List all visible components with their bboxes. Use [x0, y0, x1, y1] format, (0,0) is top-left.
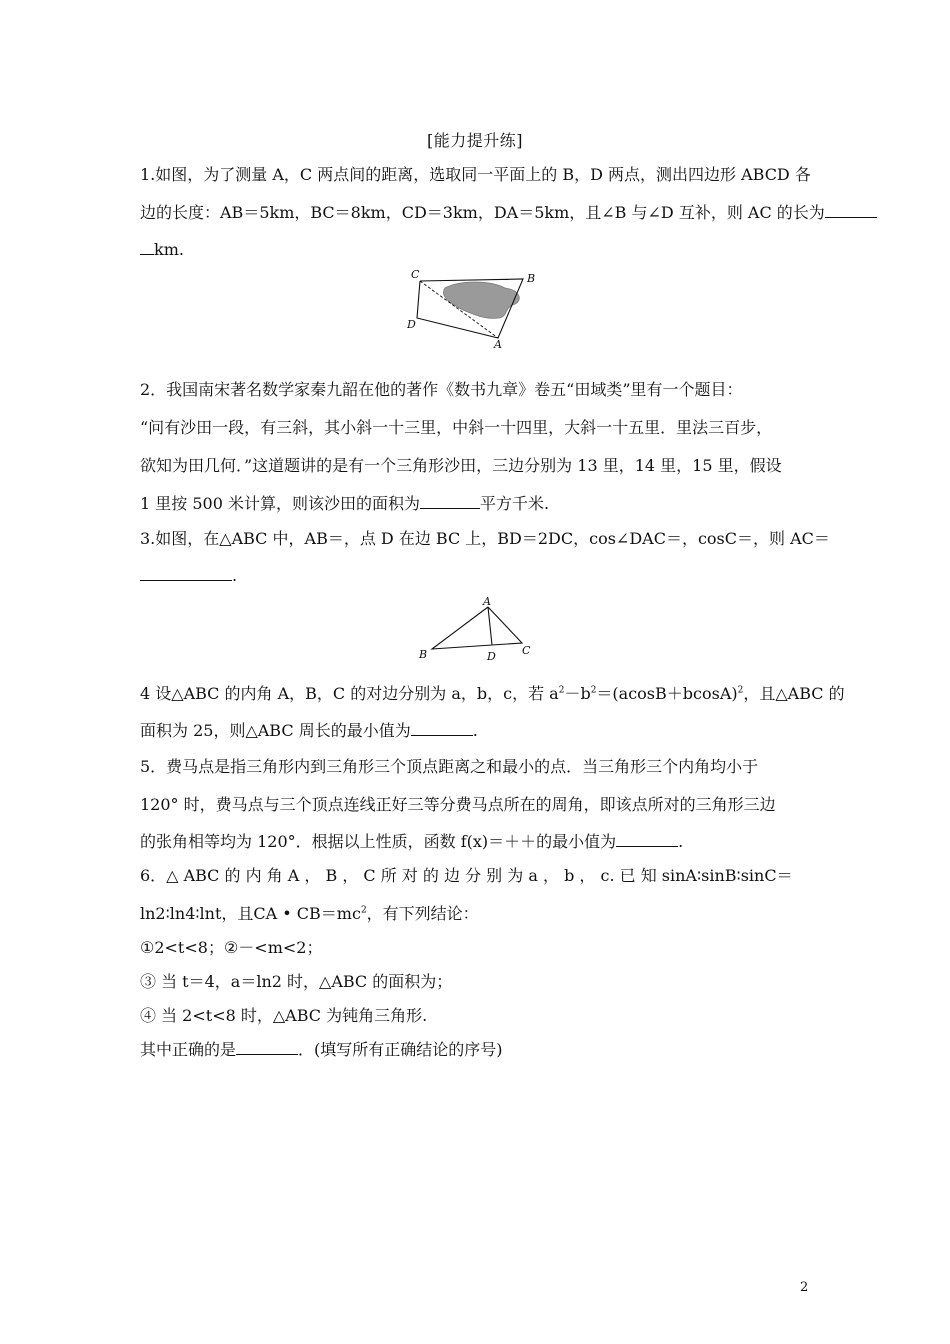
q6-item-1-2: ①2<t<8；②－<m<2； [140, 938, 323, 957]
q6-answer-line [140, 1040, 816, 1060]
q1-line-3 [140, 240, 816, 260]
answer-blank [140, 240, 154, 255]
segment-ad [488, 607, 492, 645]
q3-line-1: 3.如图，在△ABC 中，AB＝，点 D 在边 BC 上，BD＝2DC，cos∠DAC＝，cosC＝，则 AC＝ [140, 529, 830, 548]
lake-shape [443, 282, 519, 318]
label-a: A [494, 338, 502, 350]
q1-line-2-text: 边的长度：AB＝5km，BC＝8km，CD＝3km，DA＝5km，且∠B 与∠D 互补，则 AC 的长为 [140, 203, 825, 222]
q4-sup-2: 2 [590, 685, 597, 696]
q4-line-2 [140, 721, 816, 741]
q3-line-2-text: . [232, 566, 238, 585]
page-number: 2 [800, 1280, 809, 1295]
q5-line-1: 5．费马点是指三角形内到三角形三个顶点距离之和最小的点．当三角形三个内角均小于 [140, 757, 759, 776]
q6-item-3: ③ 当 t＝4，a＝ln2 时，△ABC 的面积为； [140, 972, 453, 991]
q2-line-4-text-b: 平方千米. [479, 494, 550, 513]
q4-line-2-text-b: . [472, 721, 478, 740]
triangle-figure [415, 594, 540, 664]
quadrilateral-figure [405, 268, 545, 350]
q6-answer-text-b: ．(填写所有正确结论的序号) [298, 1040, 503, 1059]
q4-line-2-text-a: 面积为 25，则△ABC 周长的最小值为 [140, 721, 411, 740]
q6-item-4: ④ 当 2<t<8 时，△ABC 为钝角三角形. [140, 1006, 428, 1025]
answer-blank [236, 1040, 298, 1055]
q6-line-2 [140, 904, 816, 924]
q2-line-3: 欲知为田几何．”这道题讲的是有一个三角形沙田，三边分别为 13 里，14 里，15 里，假设 [140, 456, 782, 475]
label-c: C [411, 268, 420, 281]
q1-line-1: 1.如图，为了测量 A，C 两点间的距离，选取同一平面上的 B，D 两点，测出四边形 ABCD 各 [140, 165, 811, 184]
answer-blank [616, 832, 678, 847]
label-d: D [487, 650, 496, 663]
q3-line-2 [140, 566, 816, 586]
q6-sup: 2 [360, 905, 367, 916]
q5-line-3-text-b: . [678, 832, 684, 851]
q2-line-1: 2．我国南宋著名数学家秦九韶在他的著作《数书九章》卷五“田域类”里有一个题目： [140, 380, 743, 399]
label-b: B [419, 648, 428, 661]
q4-text-d: ，且△ABC 的 [743, 684, 845, 703]
section-title: [能力提升练] [427, 131, 523, 150]
label-a: A [483, 595, 491, 608]
label-c: C [522, 644, 531, 657]
q4-sup-1: 2 [558, 685, 565, 696]
q4-sup-3: 2 [737, 685, 744, 696]
triangle-abc [432, 607, 522, 649]
q2-line-4 [140, 494, 816, 514]
q1-line-3-text: km. [154, 240, 184, 259]
label-d: D [407, 318, 416, 331]
q4-text-a: 4 设△ABC 的内角 A，B，C 的对边分别为 a，b，c，若 a [140, 684, 559, 703]
q1-line-2 [140, 203, 825, 223]
answer-blank [825, 203, 877, 218]
q4-line-1 [140, 684, 845, 704]
q5-line-2: 120° 时，费马点与三个顶点连线正好三等分费马点所在的周角，即该点所对的三角形三边 [140, 795, 776, 814]
q2-line-2: “问有沙田一段，有三斜，其小斜一十三里，中斜一十四里，大斜一十五里．里法三百步， [140, 418, 773, 437]
q4-text-c: ＝(acosB＋bcosA) [596, 684, 738, 703]
q5-line-3 [140, 832, 816, 852]
q6-line-1: 6．△ ABC 的 内 角 A ， B ， C 所 对 的 边 分 别 为 a ， b ， c. 已 知 sinA∶sinB∶sinC＝ [140, 866, 793, 885]
q2-line-4-text-a: 1 里按 500 米计算，则该沙田的面积为 [140, 494, 420, 513]
answer-blank [420, 494, 480, 509]
q4-text-b: －b [564, 684, 591, 703]
label-b: B [527, 272, 536, 285]
q5-line-3-text-a: 的张角相等均为 120°．根据以上性质，函数 f(x)＝＋＋的最小值为 [140, 832, 617, 851]
answer-blank [140, 566, 232, 581]
q6-line-2-text-b: ，有下列结论： [366, 904, 479, 923]
q6-answer-text-a: 其中正确的是 [140, 1040, 237, 1059]
q6-line-2-text-a: ln2∶ln4∶lnt，且CA • CB＝mc [140, 904, 361, 923]
answer-blank [411, 721, 473, 736]
